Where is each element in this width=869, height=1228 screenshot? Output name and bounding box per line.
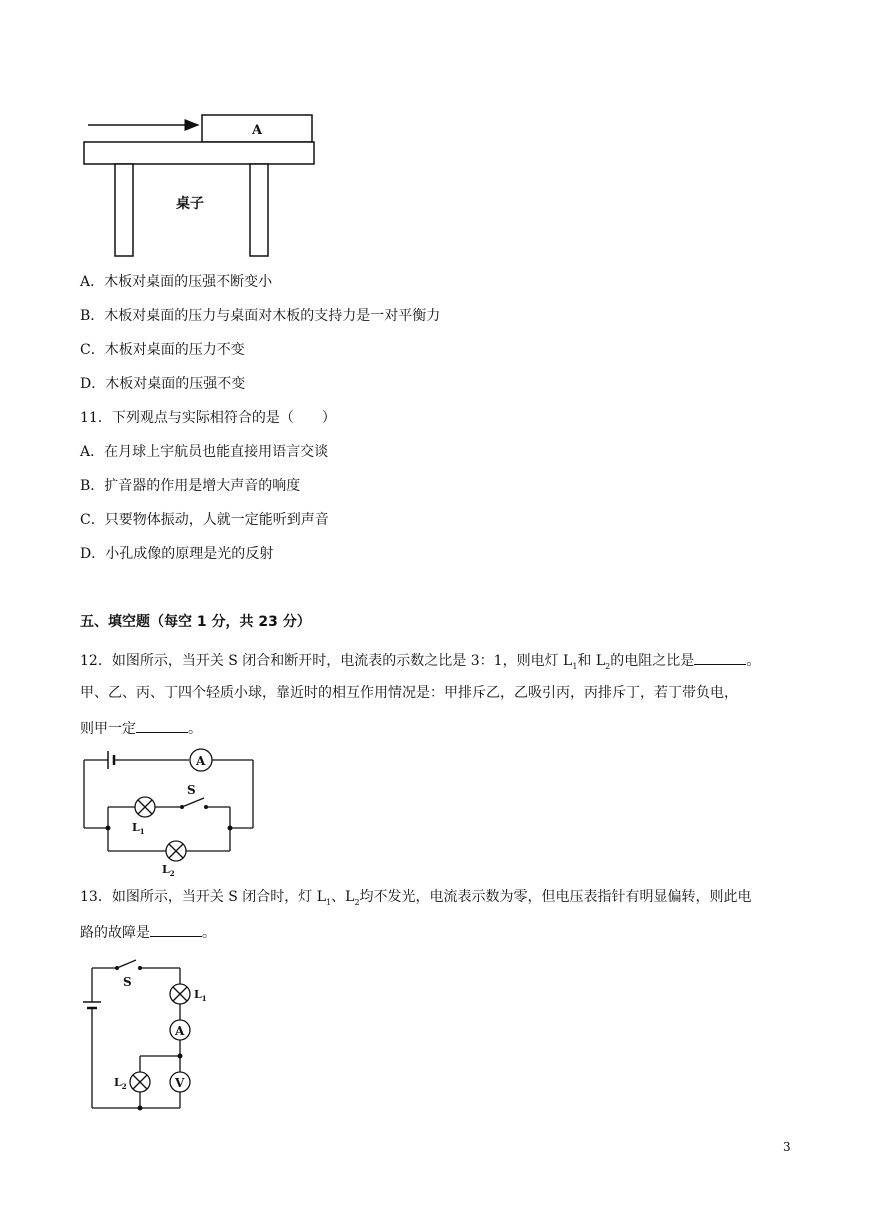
q12-line3 bbox=[80, 718, 202, 738]
q10-option-b: B．木板对桌面的压力与桌面对木板的支持力是一对平衡力 bbox=[80, 308, 441, 324]
q12-sub-1: 1 bbox=[572, 661, 578, 671]
q13-text-b: 、L bbox=[331, 889, 355, 905]
table-block-figure bbox=[80, 110, 320, 260]
q13-blank[interactable] bbox=[150, 922, 202, 937]
q10-option-c: C．木板对桌面的压力不变 bbox=[80, 342, 245, 358]
q13-line2 bbox=[80, 922, 216, 942]
lamp-l1-label: $L_1$ bbox=[132, 821, 145, 836]
q13-text-a: 13．如图所示，当开关 S 闭合时，灯 L bbox=[80, 889, 327, 905]
q11-option-a: A．在月球上宇航员也能直接用语言交谈 bbox=[80, 444, 329, 460]
q13-text-c: 均不发光，电流表示数为零，但电压表指针有明显偏转，则此电 bbox=[359, 889, 752, 905]
ammeter-label: A bbox=[175, 1024, 185, 1038]
voltmeter-label: V bbox=[175, 1076, 185, 1090]
q12-sub-2: 2 bbox=[605, 661, 611, 671]
q10-option-a: A．木板对桌面的压强不断变小 bbox=[80, 274, 273, 290]
q12-line2: 甲、乙、丙、丁四个轻质小球，靠近时的相互作用情况是：甲排斥乙，乙吸引丙，丙排斥丁，若丁带负电， bbox=[80, 685, 738, 701]
q12-circuit bbox=[80, 746, 280, 878]
table-leg-right bbox=[250, 164, 268, 256]
q12-blank-1[interactable] bbox=[694, 650, 746, 665]
lamp-l2-label: $L_2$ bbox=[162, 863, 175, 878]
q13-sub-2: 2 bbox=[354, 897, 360, 907]
q11-option-c: C．只要物体振动，人就一定能听到声音 bbox=[80, 512, 329, 528]
switch-s-label: S bbox=[123, 975, 132, 989]
q12-blank-2[interactable] bbox=[136, 718, 188, 733]
q13-circuit bbox=[80, 958, 220, 1118]
q12-text-a: 12．如图所示，当开关 S 闭合和断开时，电流表的示数之比是 3：1，则电灯 L bbox=[80, 653, 573, 669]
table-label: 桌子 bbox=[176, 196, 204, 212]
q13-sub-1: 1 bbox=[326, 897, 332, 907]
q12-text-c: 的电阻之比是 bbox=[610, 653, 695, 669]
q12-text-d: 则甲一定 bbox=[80, 721, 136, 737]
lamp-l2-label: $L_2$ bbox=[114, 1076, 127, 1091]
switch-s-label: S bbox=[187, 783, 196, 797]
block-a-label: A bbox=[252, 123, 263, 138]
q12-text-b: 和 L bbox=[577, 653, 606, 669]
q13-end: 。 bbox=[202, 925, 216, 941]
page-number: 3 bbox=[783, 1140, 791, 1154]
q10-option-d: D．木板对桌面的压强不变 bbox=[80, 376, 246, 392]
tabletop bbox=[84, 142, 314, 164]
q13-line1 bbox=[80, 888, 752, 912]
table-leg-left bbox=[115, 164, 133, 256]
q12-end-1: 。 bbox=[746, 653, 761, 669]
q11-stem: 11．下列观点与实际相符合的是（ ） bbox=[80, 410, 336, 426]
ammeter-label: A bbox=[196, 754, 206, 768]
q12-end-2: 。 bbox=[188, 721, 202, 737]
q12-line1 bbox=[80, 650, 760, 676]
lamp-l1-label: $L_1$ bbox=[194, 988, 207, 1003]
section-heading: 五、填空题（每空 1 分，共 23 分） bbox=[80, 614, 311, 630]
q11-option-d: D．小孔成像的原理是光的反射 bbox=[80, 546, 274, 562]
q13-text-d: 路的故障是 bbox=[80, 925, 150, 941]
switch-s-icon bbox=[117, 960, 136, 968]
q11-option-b: B．扩音器的作用是增大声音的响度 bbox=[80, 478, 301, 494]
switch-s-icon bbox=[182, 798, 204, 807]
